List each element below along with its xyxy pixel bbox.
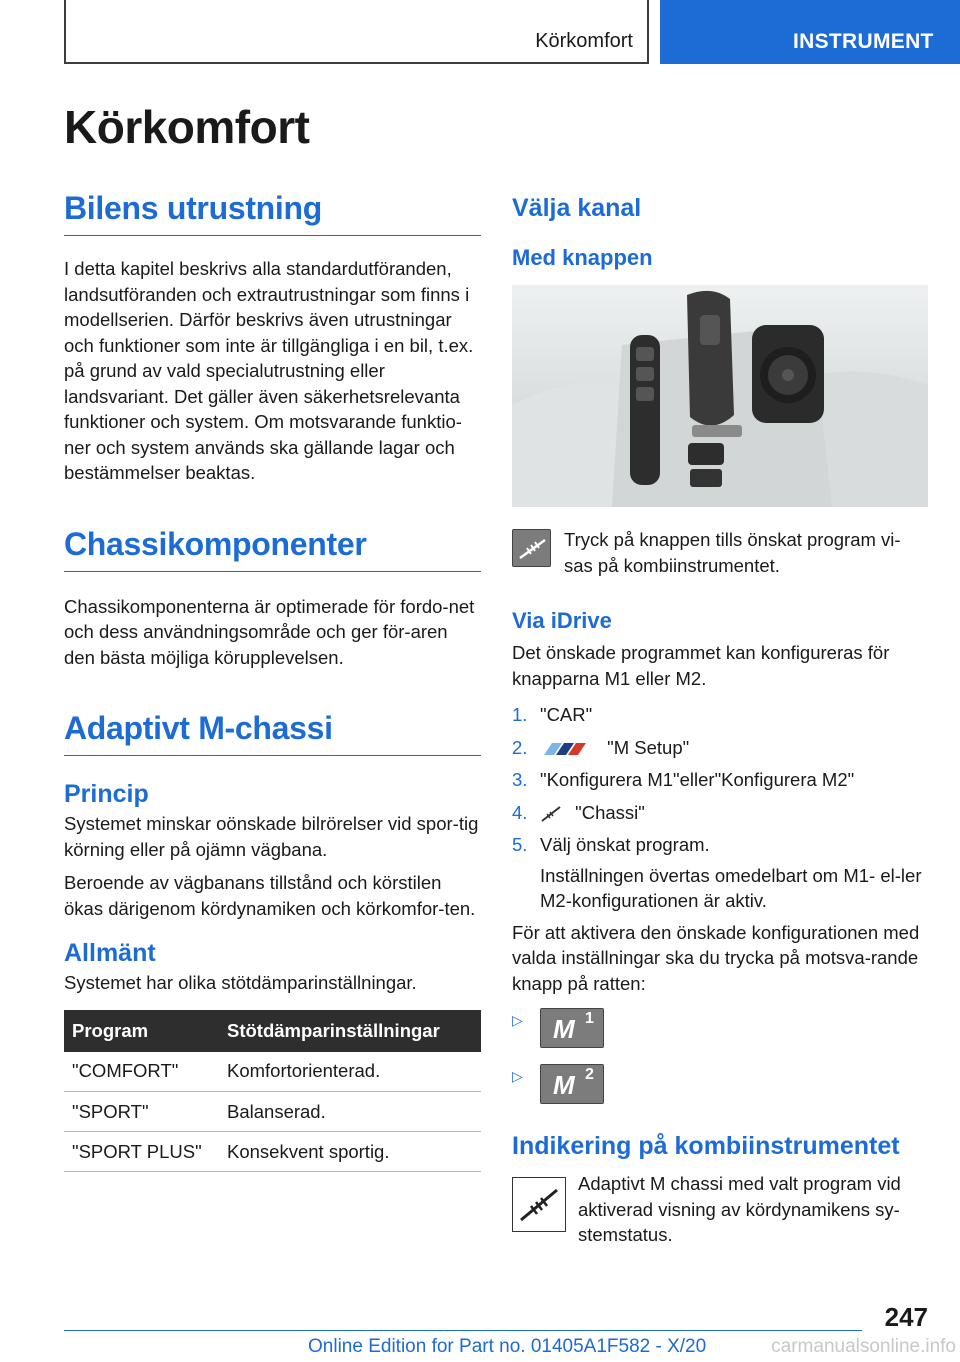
arrow-icon: ▷ [512,1012,523,1028]
shock-absorber-small-icon [540,805,562,823]
table-row [64,1092,481,1132]
step-number: 1. [512,704,528,725]
section-text-bilens-utrustning: I detta kapitel beskrivs alla standardutföranden, landsutföranden och extrautrustningar som finns i modellserien. Därför beskrivs även utrustningar och funktioner som inte är tillgängliga i en bil, t.ex. på grund av vald specialutrustning eller landsvariant. Det gäller även säkerhetsrelevanta funktioner och system. Om motsvarande funktio-ner och system används ska gällande lagar och bestämmelser beaktas. [64,258,474,483]
table-header-program: Program [64,1010,219,1052]
m-stripes-icon [540,741,588,757]
list-item [512,735,928,761]
table-cell-program: "COMFORT" [64,1052,219,1092]
step-text: "M Setup" [607,736,690,758]
m2-button-icon [540,1064,604,1104]
idrive-steps-list [512,702,928,858]
step-number: 2. [512,736,528,758]
header-section-box [64,0,649,64]
list-item [512,767,928,793]
princip-paragraph-2: Beroende av vägbanans tillstånd och körstilen ökas därigenom kördynamiken och körkomfor-ten. [64,872,476,919]
m1-label: M [553,1014,575,1044]
princip-paragraph-1: Systemet minskar oönskade bilrörelser vid spor-tig körning eller på ojämn vägbana. [64,813,479,860]
center-console-photo [512,285,928,507]
table-cell-setting: Konsekvent sportig. [219,1132,481,1172]
step-number: 3. [512,769,528,790]
table-cell-setting: Komfortorienterad. [219,1052,481,1092]
damper-settings-table [64,1010,481,1173]
shock-absorber-outline-icon [512,1177,566,1232]
page-title: Körkomfort [64,101,310,153]
table-row [64,1132,481,1172]
step-number: 4. [512,801,528,823]
subsection-title-via-idrive: Via iDrive [512,608,612,633]
activate-text: För att aktivera den önskade konfigurationen med valda inställningar ska du trycka på motsva-rande knapp på ratten: [512,921,920,994]
m1-button-item [512,1008,928,1048]
page-number: 247 [884,1302,928,1332]
section-title-indikering: Indikering på kombiinstrumentet [512,1132,900,1160]
section-title-adaptivt-m-chassi: Adaptivt M-chassi [64,710,481,756]
step-text: "CAR" [540,704,593,725]
section-text-chassikomponenter: Chassikomponenterna är optimerade för fordo-net och dess användningsområde och ger för-aren den bästa möjliga körupplevelsen. [64,595,475,668]
arrow-icon: ▷ [512,1068,523,1084]
idrive-text: Det önskade programmet kan konfigureras för knapparna M1 eller M2. [512,642,890,689]
shock-absorber-icon [512,529,551,567]
section-title-chassikomponenter: Chassikomponenter [64,526,481,572]
footer-divider [64,1330,862,1331]
list-item [512,702,928,728]
step-text: "Konfigurera M1"eller"Konfigurera M2" [540,769,855,790]
header-section-label: Körkomfort [535,30,633,52]
button-instruction-text: Tryck på knappen tills önskat program vi-sas på kombiinstrumentet. [564,529,901,576]
step-number: 5. [512,834,528,855]
table-header-settings: Stötdämparinställningar [219,1010,481,1052]
step-text: "Chassi" [575,801,645,823]
button-instruction [512,527,928,578]
table-row [64,1052,481,1092]
footer-edition: Online Edition for Part no. 01405A1F582 - X/20 [308,1336,707,1357]
step5-note: Inställningen övertas omedelbart om M1- el-ler M2-konfigurationen är aktiv. [540,864,922,911]
subsection-title-med-knappen: Med knappen [512,245,653,270]
m2-sup: 2 [585,1066,594,1083]
table-cell-program: "SPORT" [64,1092,219,1132]
section-title-valja-kanal: Välja kanal [512,194,642,222]
display-text: Adaptivt M chassi med valt program vid aktiverad visning av kördynamikens sy-stemstatus. [578,1173,901,1245]
section-title-bilens-utrustning: Bilens utrustning [64,190,481,236]
header-chapter-tab [660,0,960,64]
right-column [512,190,928,1248]
header-chapter-label: INSTRUMENT [793,30,934,53]
left-column [64,190,481,1172]
step-text: Välj önskat program. [540,834,710,855]
display-instruction [512,1175,928,1248]
m1-sup: 1 [585,1010,594,1027]
m2-label: M [553,1070,575,1100]
subsection-title-allmant: Allmänt [64,939,156,967]
table-header-row [64,1010,481,1052]
table-cell-program: "SPORT PLUS" [64,1132,219,1172]
allmant-text: Systemet har olika stötdämparinställningar. [64,972,417,993]
table-cell-setting: Balanserad. [219,1092,481,1132]
subsection-title-princip: Princip [64,780,149,808]
list-item [512,800,928,826]
m2-button-item [512,1064,928,1104]
m1-button-icon [540,1008,604,1048]
footer-watermark: carmanualsonline.info [771,1336,956,1357]
list-item [512,832,928,858]
